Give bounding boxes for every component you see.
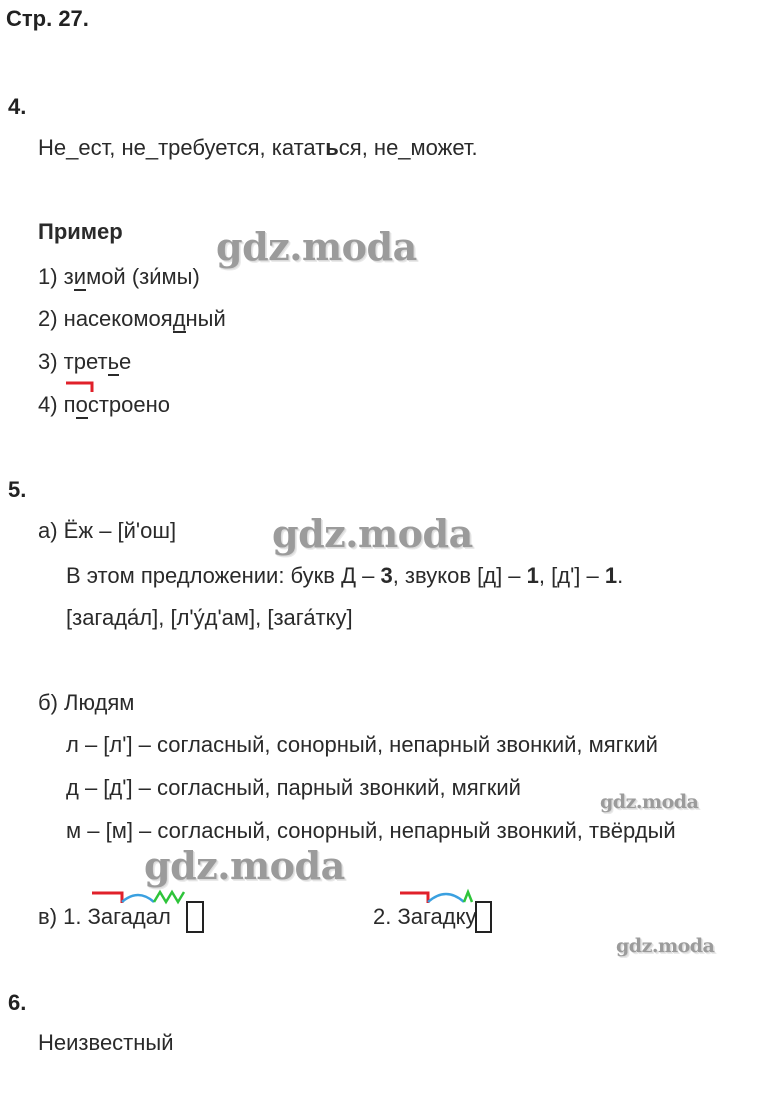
phonetic-item: л – [л'] – согласный, сонорный, непарный звонкий, мягкий [66,732,658,757]
morpheme-marks-icon [92,886,188,908]
task-5-number: 5. [8,477,27,502]
watermark-logo: gdz.moda [616,935,715,957]
task-4-soft-sign: ь [325,135,339,160]
task-5b-line: б) Людям [38,690,135,715]
example-item [38,349,131,375]
sentence-part: . [617,563,624,588]
underlined-letter: и [73,264,87,289]
sound-count-d: 1 [526,563,539,588]
task-5a-transcription: [загада́л], [л'у́д'ам], [зага́тку] [66,605,353,630]
watermark-logo: gdz.moda [216,224,417,269]
sentence-part: В этом предложении: букв Д – [66,563,381,588]
ending-letter: у [465,904,477,929]
watermark-logo: gdz.moda [600,791,699,813]
prefix-mark-icon [64,380,96,394]
item-text: строено [87,392,171,417]
example-item [38,306,226,332]
example-item [38,264,200,290]
task-5a-line: а) Ёж – [й'ош] [38,518,177,543]
task-4-line-part: Не_ест, не_требуется, катат [38,135,326,160]
task-6-number: 6. [8,990,27,1015]
item-text: е [119,349,132,374]
phonetic-item: д – [д'] – согласный, парный звонкий, мягкий [66,775,521,800]
ending-box-icon [186,901,204,933]
sentence-part: , звуков [д] – [392,563,527,588]
task-5a-sentence [66,563,623,589]
letter-count: 3 [380,563,393,588]
task-4-line [38,135,478,161]
task-4-number: 4. [8,94,27,119]
morpheme-marks-icon [400,886,480,908]
watermark-logo: gdz.moda [144,843,345,888]
underlined-letter: д [172,306,186,331]
sentence-part: , [д'] – [538,563,605,588]
item-text: ный [185,306,226,331]
example-title: Пример [38,219,123,244]
watermark-logo: gdz.moda [272,511,473,556]
item-text: мой (зи́мы) [86,264,200,289]
task-4-line-part: ся, не_может. [338,135,478,160]
item-text: 3) трет [38,349,108,374]
item-text: 1) з [38,264,74,289]
morpheme-word-1: Загадал [87,904,171,929]
phonetic-item: м – [м] – согласный, сонорный, непарный звонкий, твёрдый [66,818,676,843]
morpheme-word-2: Загадк [397,904,466,929]
item-text: 4) п [38,392,76,417]
underlined-letter: о [75,392,88,417]
item-text: 2) насекомоя [38,306,173,331]
page-header: Стр. 27. [6,6,89,31]
sound-count-d-soft: 1 [604,563,618,588]
underlined-letter: ь [107,349,120,374]
example-item [38,392,170,418]
item-text: в) 1. [38,904,88,929]
item-text: 2. [373,904,398,929]
task-6-answer: Неизвестный [38,1030,174,1055]
